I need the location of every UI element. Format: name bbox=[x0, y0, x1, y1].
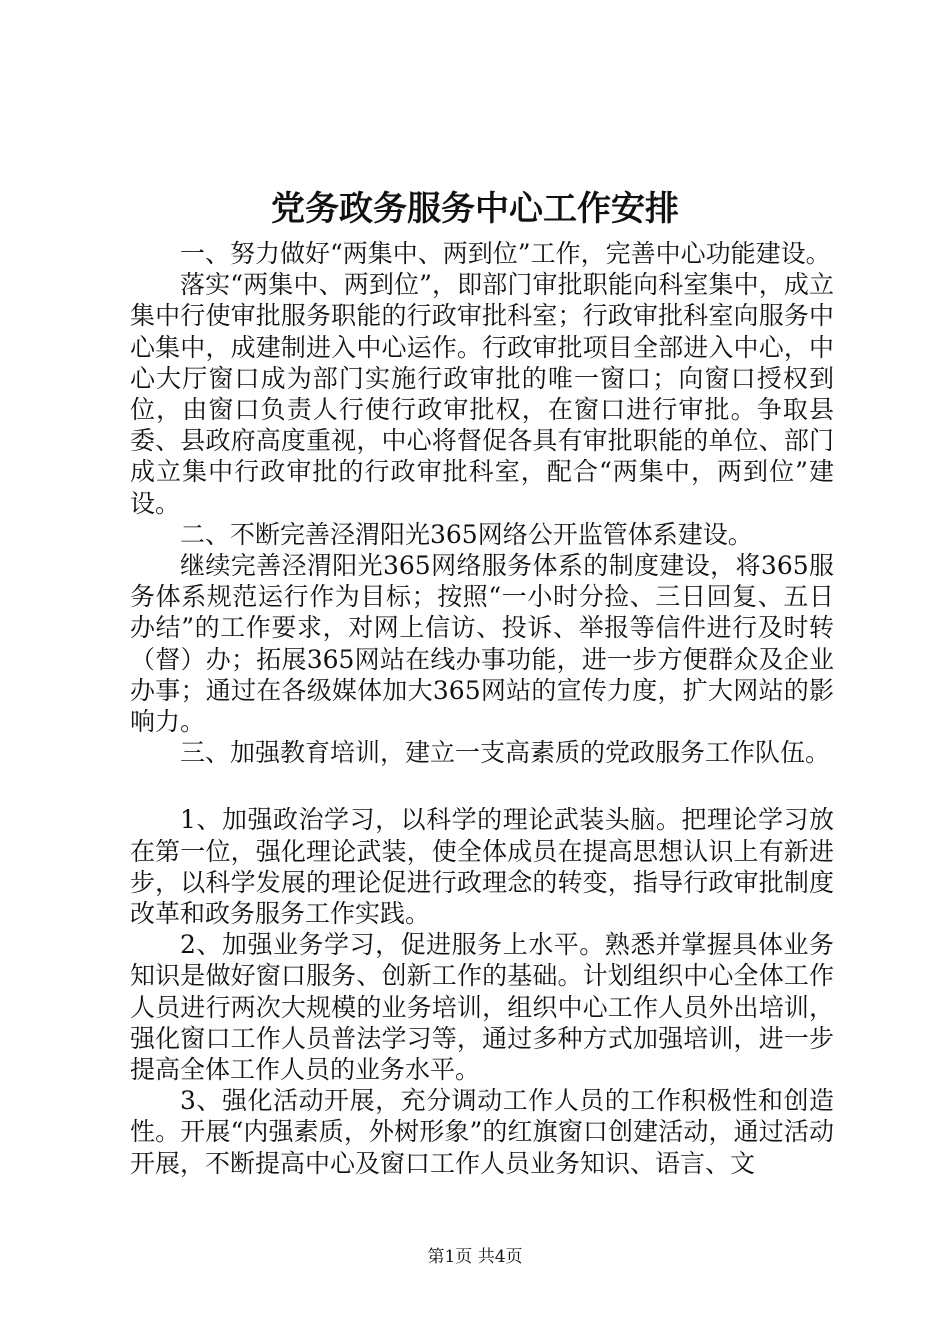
list-item-2: 2、加强业务学习，促进服务上水平。熟悉并掌握具体业务知识是做好窗口服务、创新工作的基础。计划组织中心全体工作人员进行两次大规模的业务培训，组织中心工作人员外出培训，强化窗口工作人员普法学习等，通过多种方式加强培训，进一步提高全体工作人员的业务水平。 bbox=[130, 930, 834, 1085]
document-title: 党务政务服务中心工作安排 bbox=[271, 189, 679, 229]
document-body bbox=[130, 238, 834, 1179]
page-number: 第1页 共4页 bbox=[427, 1247, 523, 1267]
body-paragraph: 落实“两集中、两到位”，即部门审批职能向科室集中，成立集中行使审批服务职能的行政审批科室；行政审批科室向服务中心集中，成建制进入中心运作。行政审批项目全部进入中心，中心大厅窗口成为部门实施行政审批的唯一窗口；向窗口授权到位，由窗口负责人行使行政审批权，在窗口进行审批。争取县委、县政府高度重视，中心将督促各具有审批职能的单位、部门成立集中行政审批的行政审批科室，配合“两集中，两到位”建设。 bbox=[130, 270, 834, 518]
section-heading-3: 三、加强教育培训，建立一支高素质的党政服务工作队伍。 bbox=[180, 738, 831, 768]
body-paragraph: 继续完善泾渭阳光365网络服务体系的制度建设，将365服务体系规范运行作为目标；按照“一小时分捡、三日回复、五日办结”的工作要求，对网上信访、投诉、举报等信件进行及时转（督）办；拓展365网站在线办事功能，进一步方便群众及企业办事；通过在各级媒体加大365网站的宣传力度，扩大网站的影响力。 bbox=[130, 551, 834, 737]
section-heading-1: 一、努力做好“两集中、两到位”工作，完善中心功能建设。 bbox=[180, 239, 831, 268]
section-heading-2: 二、不断完善泾渭阳光365网络公开监管体系建设。 bbox=[180, 519, 753, 549]
list-item-3: 3、强化活动开展，充分调动工作人员的工作积极性和创造性。开展“内强素质，外树形象”的红旗窗口创建活动，通过活动开展，不断提高中心及窗口工作人员业务知识、语言、文 bbox=[130, 1086, 834, 1178]
list-item-1: 1、加强政治学习，以科学的理论武装头脑。把理论学习放在第一位，强化理论武装，使全体成员在提高思想认识上有新进步，以科学发展的理论促进行政理念的转变，指导行政审批制度改革和政务服务工作实践。 bbox=[130, 805, 834, 929]
